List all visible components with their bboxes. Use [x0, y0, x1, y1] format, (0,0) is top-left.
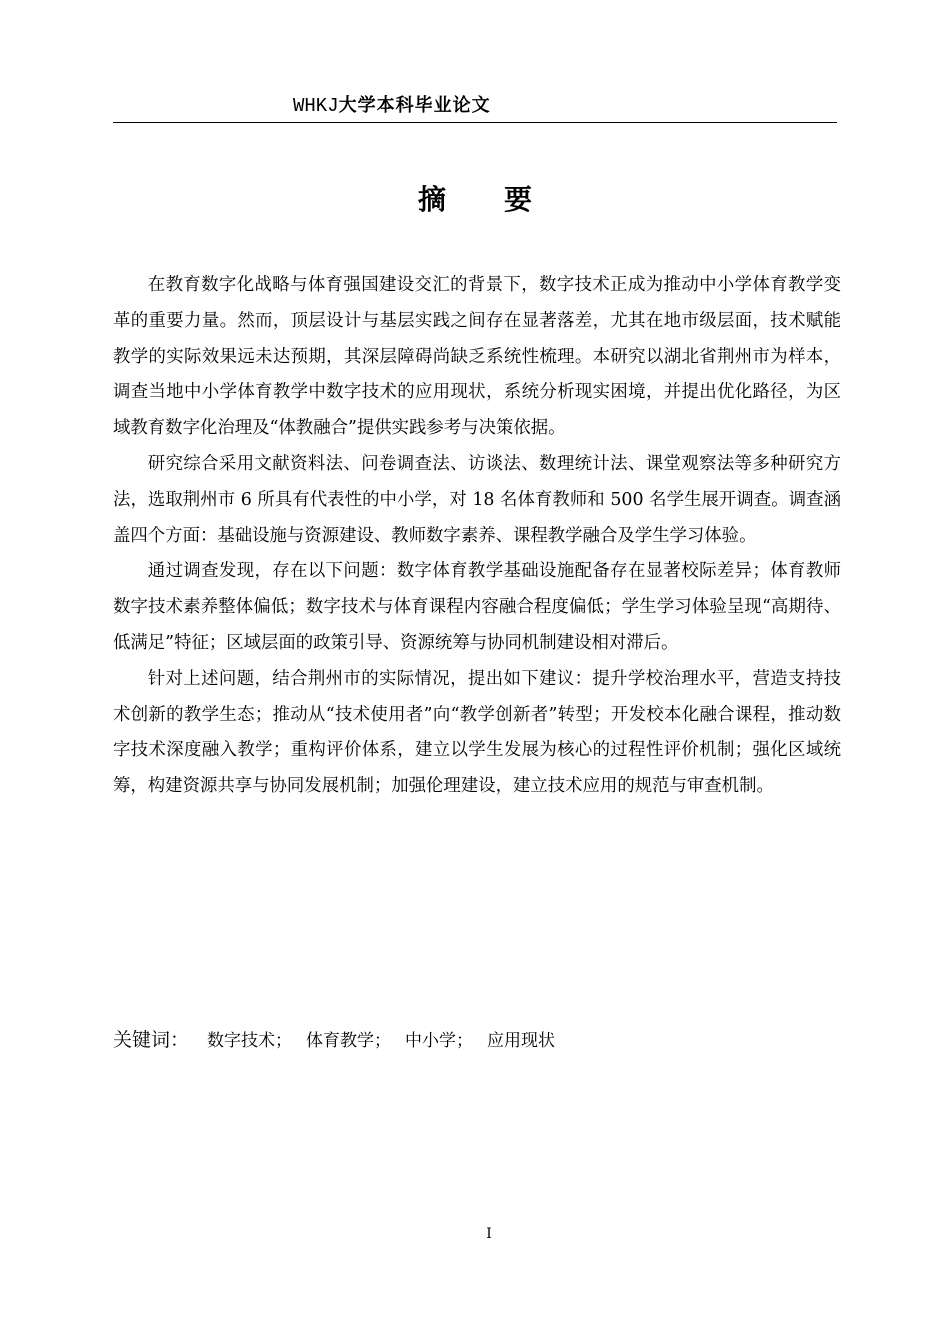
page-number: I	[486, 1226, 492, 1242]
keyword-item: 体育教学；	[306, 1031, 392, 1051]
abstract-paragraph-2: 研究综合采用文献资料法、问卷调查法、访谈法、数理统计法、课堂观察法等多种研究方法，选取荆州市 6 所具有代表性的中小学，对 18 名体育教师和 500 名学生展开调查。调查涵盖四个方面：基础设施与资源建设、教师数字素养、课程教学融合及学生学习体验。	[113, 453, 841, 546]
keywords-label: 关键词：	[113, 1029, 190, 1051]
abstract-title-char-2: 要	[504, 183, 533, 216]
abstract-paragraph-3: 通过调查发现，存在以下问题：数字体育教学基础设施配备存在显著校际差异；体育教师数字技术素养整体偏低；数字技术与体育课程内容融合程度偏低；学生学习体验呈现“高期待、低满足”特征；区域层面的政策引导、资源统筹与协同机制建设相对滞后。	[113, 561, 841, 653]
header-title	[293, 92, 491, 119]
abstract-title-char-1: 摘	[417, 183, 446, 216]
page-header	[113, 92, 837, 123]
abstract-title	[0, 180, 950, 220]
header-title-text: 大学本科毕业论文	[338, 95, 491, 116]
abstract-body	[113, 268, 841, 805]
abstract-paragraph-1: 在教育数字化战略与体育强国建设交汇的背景下，数字技术正成为推动中小学体育教学变革的重要力量。然而，顶层设计与基层实践之间存在显著落差，尤其在地市级层面，技术赋能教学的实际效果远未达预期，其深层障碍尚缺乏系统性梳理。本研究以湖北省荆州市为样本，调查当地中小学体育教学中数字技术的应用现状，系统分析现实困境，并提出优化路径，为区域教育数字化治理及“体教融合”提供实践参考与决策依据。	[113, 275, 841, 439]
keyword-item: 中小学；	[405, 1031, 474, 1051]
header-school-code: WHKJ	[293, 95, 339, 117]
keywords-line	[113, 1024, 841, 1057]
keyword-item: 数字技术；	[207, 1031, 293, 1051]
abstract-paragraph-4: 针对上述问题，结合荆州市的实际情况，提出如下建议：提升学校治理水平，营造支持技术创新的教学生态；推动从“技术使用者”向“教学创新者”转型；开发校本化融合课程，推动数字技术深度融入教学；重构评价体系，建立以学生发展为核心的过程性评价机制；强化区域统筹，构建资源共享与协同发展机制；加强伦理建设，建立技术应用的规范与审查机制。	[113, 668, 841, 797]
keyword-item: 应用现状	[487, 1031, 556, 1051]
